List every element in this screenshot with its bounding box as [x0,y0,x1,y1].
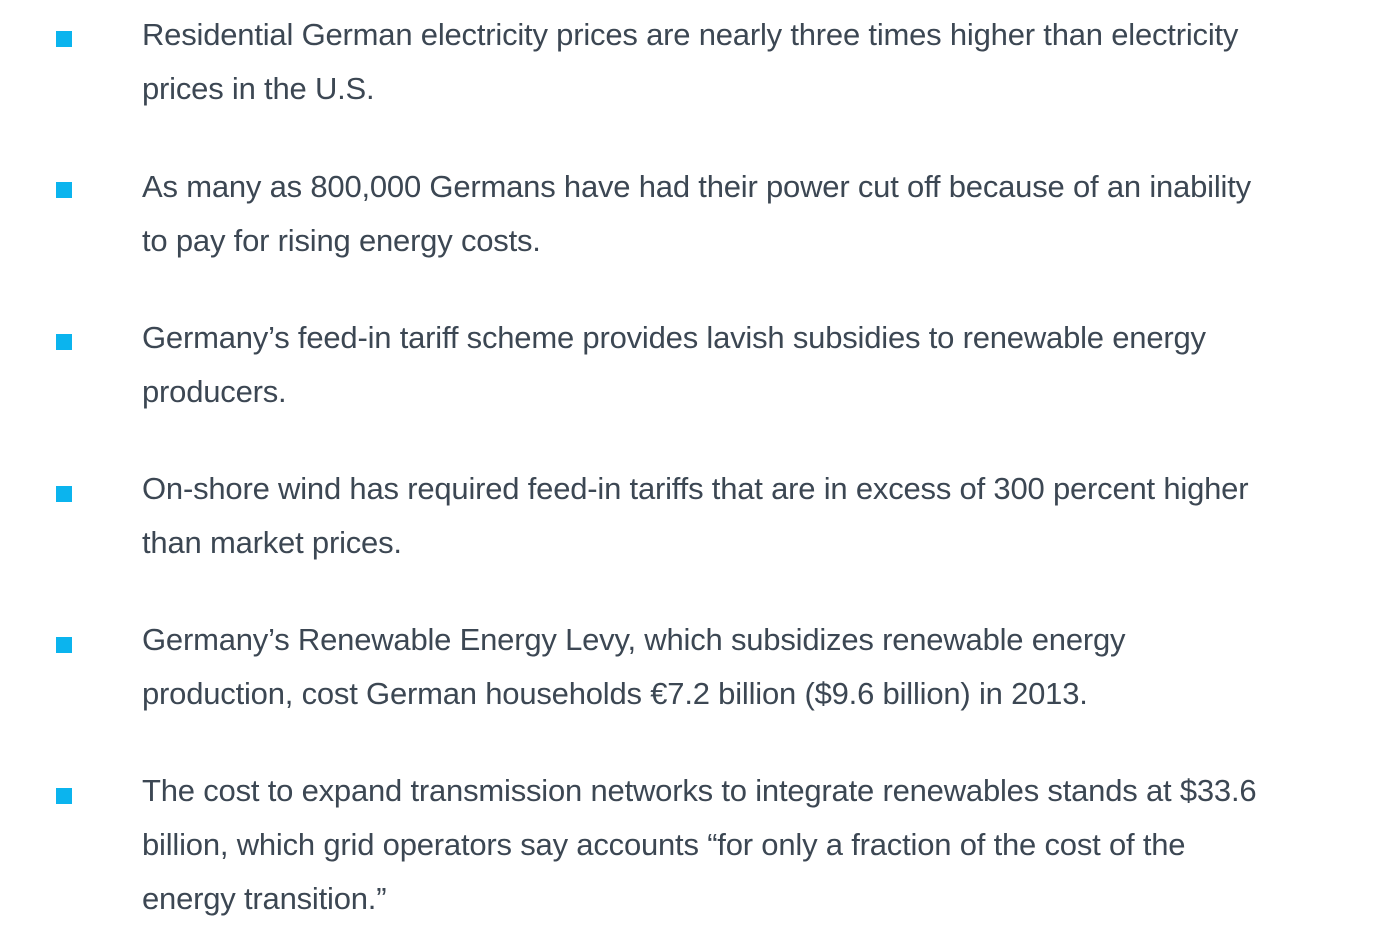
list-item-text [142,160,1382,268]
text-line: producers. [142,374,287,409]
list-item-text [142,613,1382,721]
text-line: than market prices. [142,525,402,560]
text-line: The cost to expand transmission networks to integrate renewables stands at $33.6 [142,773,1257,808]
text-line: prices in the U.S. [142,71,375,106]
text-line: energy transition.” [142,881,387,916]
square-bullet-icon [56,637,72,653]
text-line: Germany’s feed-in tariff scheme provides lavish subsidies to renewable energy [142,320,1206,355]
text-line: to pay for rising energy costs. [142,223,541,258]
square-bullet-icon [56,182,72,198]
list-item-text [142,764,1382,926]
square-bullet-icon [56,486,72,502]
text-line: Residential German electricity prices are nearly three times higher than electricity [142,17,1239,52]
square-bullet-icon [56,31,72,47]
list-item-text [142,311,1382,419]
list-item-text [142,8,1382,116]
square-bullet-icon [56,334,72,350]
text-line: Germany’s Renewable Energy Levy, which subsidizes renewable energy [142,622,1126,657]
text-line: billion, which grid operators say accounts “for only a fraction of the cost of the [142,827,1186,862]
text-line: On-shore wind has required feed-in tariffs that are in excess of 300 percent higher [142,471,1249,506]
square-bullet-icon [56,788,72,804]
list-item-text [142,462,1382,570]
text-line: As many as 800,000 Germans have had their power cut off because of an inability [142,169,1251,204]
text-line: production, cost German households €7.2 billion ($9.6 billion) in 2013. [142,676,1088,711]
